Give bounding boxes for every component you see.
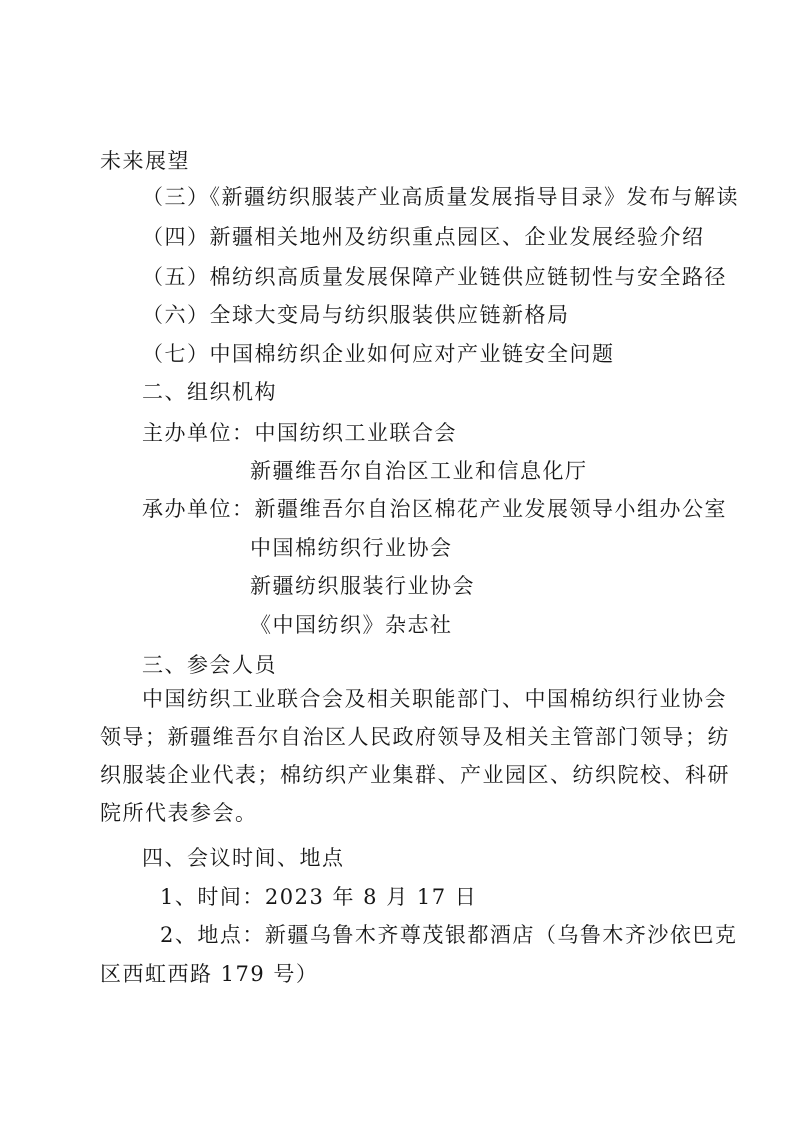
organizer-unit-line-3: 新疆纺织服装行业协会: [250, 574, 475, 598]
section-heading-time-place: 四、会议时间、地点: [142, 846, 345, 870]
meeting-place: 2、地点：新疆乌鲁木齐尊茂银都酒店（乌鲁木齐沙依巴克: [160, 923, 738, 947]
meeting-time: 1、时间：2023 年 8 月 17 日: [160, 885, 478, 909]
agenda-item-5: （五）棉纺织高质量发展保障产业链供应链韧性与安全路径: [142, 265, 727, 289]
agenda-item-3: （三）《新疆纺织服装产业高质量发展指导目录》发布与解读: [142, 185, 739, 209]
paragraph-row: 中国纺织工业联合会及相关职能部门、中国棉纺织行业协会: [142, 687, 727, 711]
paragraph-row: 织服装企业代表；棉纺织产业集群、产业园区、纺织院校、科研: [100, 763, 730, 787]
section-heading-attendees: 三、参会人员: [142, 653, 277, 677]
section-heading-organization: 二、组织机构: [142, 380, 277, 404]
host-unit-line: 主办单位：中国纺织工业联合会: [142, 421, 457, 445]
organizer-unit-line: 承办单位：新疆维吾尔自治区棉花产业发展领导小组办公室: [142, 497, 727, 521]
meeting-place-continued: 区西虹西路 179 号）: [100, 962, 319, 986]
organizer-unit-line-4: 《中国纺织》杂志社: [250, 613, 453, 637]
paragraph-row: 院所代表参会。: [100, 801, 258, 825]
attendees-paragraph: [100, 680, 730, 832]
organizer-unit-line-2: 中国棉纺织行业协会: [250, 536, 453, 560]
paragraph-row: 领导；新疆维吾尔自治区人民政府领导及相关主管部门领导；纺: [100, 725, 730, 749]
agenda-item-6: （六）全球大变局与纺织服装供应链新格局: [142, 303, 570, 327]
host-unit-line-2: 新疆维吾尔自治区工业和信息化厅: [250, 459, 588, 483]
agenda-item-4: （四）新疆相关地州及纺织重点园区、企业发展经验介绍: [142, 225, 705, 249]
text-line-future-outlook: 未来展望: [100, 149, 190, 173]
agenda-item-7: （七）中国棉纺织企业如何应对产业链安全问题: [142, 342, 615, 366]
